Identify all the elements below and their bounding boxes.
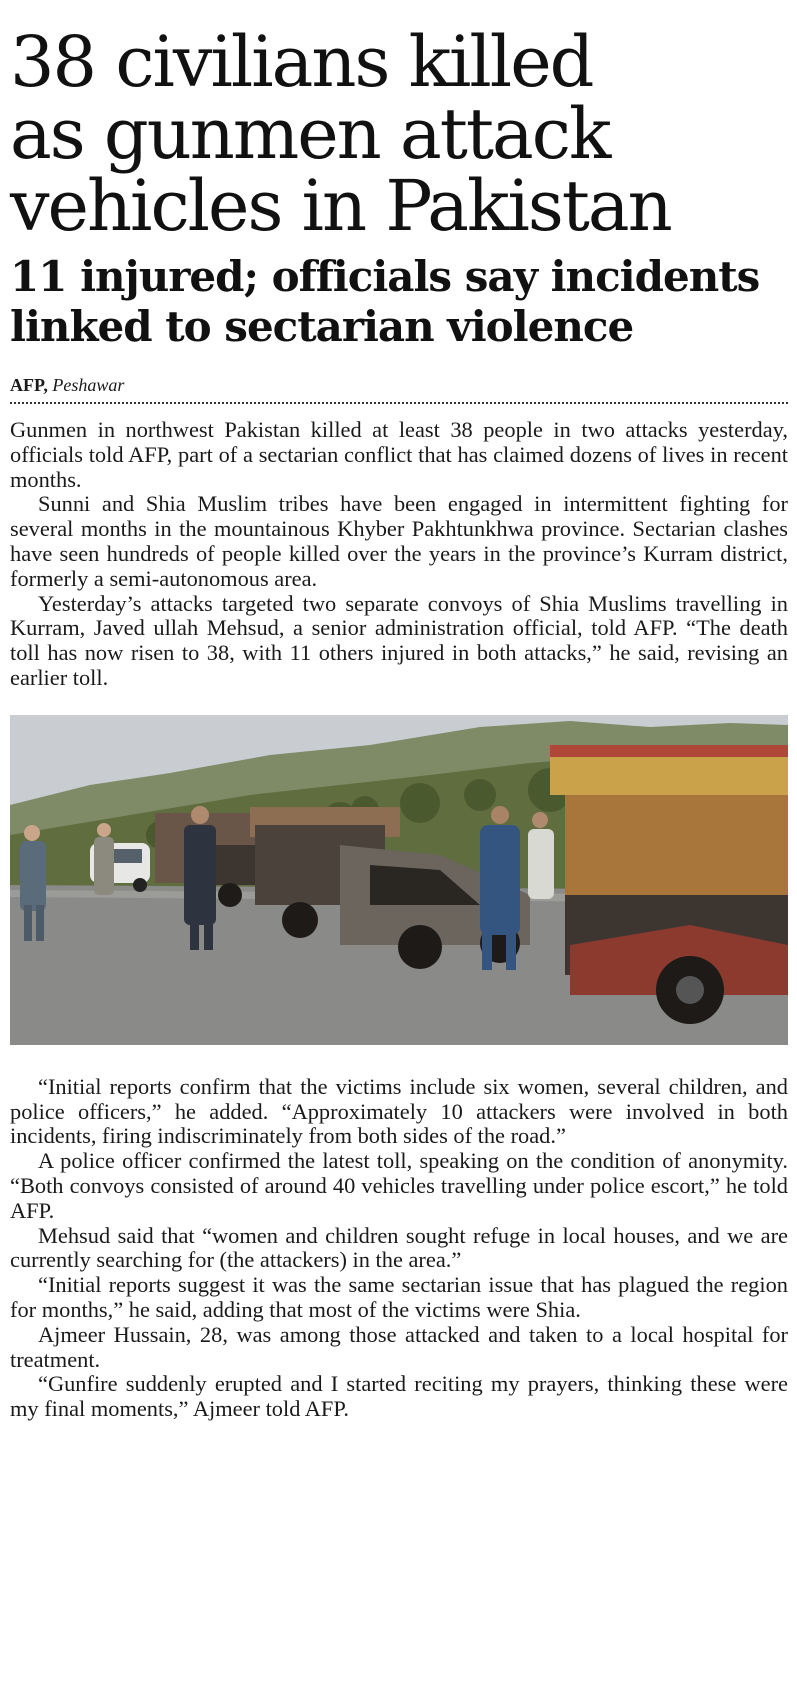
article-body-top [10,418,788,691]
paragraph: “Initial reports confirm that the victims include six women, several children, and police officers,” he added. “Approximately 10 attackers were involved in both incidents, firing indiscriminately from both sides of the road.” [10,1073,788,1149]
subheadline: 11 injured; officials say incidents linked to sectarian violence [10,252,760,351]
article-body-bottom [10,1075,788,1422]
paragraph: “Gunfire suddenly erupted and I started reciting my prayers, thinking these were my final moments,” Ajmeer told AFP. [10,1371,788,1422]
news-photo-burnt-vehicles [10,715,788,1045]
headline: 38 civilians killed as gunmen attack vehicles in Pakistan [10,21,671,247]
photo-decorated-truck [550,745,788,1024]
paragraph: Yesterday’s attacks targeted two separate convoys of Shia Muslims travelling in Kurram, Javed ullah Mehsud, a senior administration official, told AFP. “The death toll has now risen to 38, with 11 others injured in both attacks,” he said, revising an earlier toll. [10,590,788,690]
photo-illustration [10,715,788,1045]
news-article [10,21,788,1422]
paragraph: Ajmeer Hussain, 28, was among those attacked and taken to a local hospital for treatment. [10,1321,788,1372]
byline [10,374,788,404]
byline-location: Peshawar [52,375,125,395]
paragraph: Sunni and Shia Muslim tribes have been engaged in intermittent fighting for several months in the mountainous Khyber Pakhtunkhwa province. Sectarian clashes have seen hundreds of people killed over the years in the province’s Kurram district, formerly a semi-autonomous area. [10,491,788,591]
paragraph: A police officer confirmed the latest toll, speaking on the condition of anonymity. “Both convoys consisted of around 40 vehicles travelling under police escort,” he told AFP. [10,1148,788,1223]
paragraph: Gunmen in northwest Pakistan killed at least 38 people in two attacks yesterday, officials told AFP, part of a sectarian conflict that has claimed dozens of lives in recent months. [10,417,788,492]
paragraph: “Initial reports suggest it was the same sectarian issue that has plagued the region for months,” he said, adding that most of the victims were Shia. [10,1272,788,1322]
paragraph: Mehsud said that “women and children sought refuge in local houses, and we are currently searching for (the attackers) in the area.” [10,1222,788,1273]
byline-agency: AFP, [10,375,48,395]
